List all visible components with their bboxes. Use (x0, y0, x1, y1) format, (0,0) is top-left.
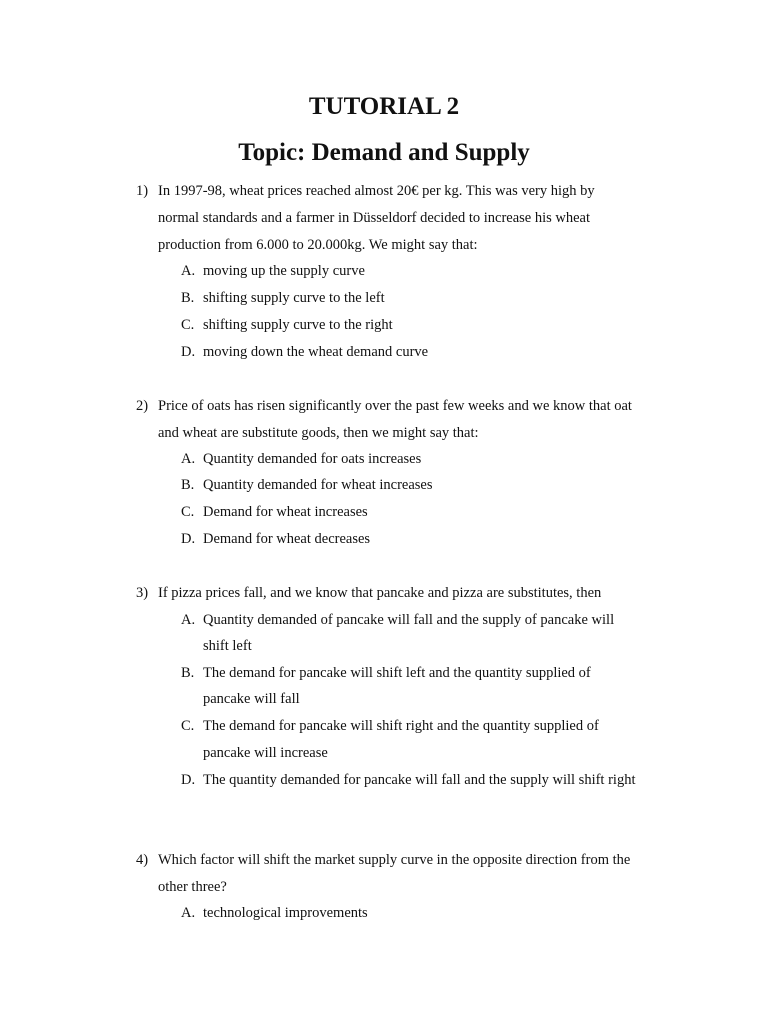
option-text: pancake will fall (203, 691, 300, 707)
option-text: The demand for pancake will shift left and the quantity supplied of (203, 665, 591, 681)
option-letter: A. (181, 451, 196, 467)
question-text-line: Price of oats has risen significantly over the past few weeks and we know that oat (158, 398, 632, 414)
question-text-line: Which factor will shift the market supply curve in the opposite direction from the (158, 852, 631, 868)
question-text-line: In 1997-98, wheat prices reached almost 20€ per kg. This was very high by (158, 183, 595, 199)
option-text: The quantity demanded for pancake will fall and the supply will shift right (203, 772, 636, 788)
option-letter: D. (181, 772, 196, 788)
option-letter: C. (181, 718, 195, 734)
option-letter: C. (181, 317, 195, 333)
option-text: pancake will increase (203, 745, 328, 761)
option-letter: D. (181, 344, 196, 360)
option-text: moving up the supply curve (203, 263, 365, 279)
document-title: TUTORIAL 2 (308, 93, 460, 120)
option-text: The demand for pancake will shift right and the quantity supplied of (203, 718, 599, 734)
question-number: 4) (136, 852, 149, 868)
option-text: Quantity demanded for oats increases (203, 451, 422, 467)
option-text: moving down the wheat demand curve (203, 344, 429, 360)
option-letter: B. (181, 290, 195, 306)
question-text-line: other three? (158, 879, 227, 895)
question-number: 1) (136, 183, 149, 199)
option-letter: B. (181, 477, 195, 493)
option-letter: C. (181, 504, 195, 520)
option-letter: A. (181, 263, 196, 279)
question-text-line: If pizza prices fall, and we know that pancake and pizza are substitutes, then (158, 585, 602, 601)
option-letter: A. (181, 612, 196, 628)
question-number: 3) (136, 585, 149, 601)
question-text-line: and wheat are substitute goods, then we might say that: (158, 425, 479, 441)
option-letter: A. (181, 905, 196, 921)
document-topic: Topic: Demand and Supply (238, 139, 530, 166)
question-number: 2) (136, 398, 149, 414)
option-text: technological improvements (203, 905, 368, 921)
option-text: Demand for wheat increases (203, 504, 368, 520)
option-text: Quantity demanded for wheat increases (203, 477, 433, 493)
question-text-line: production from 6.000 to 20.000kg. We might say that: (158, 237, 478, 253)
option-text: shifting supply curve to the left (203, 290, 385, 306)
option-text: shift left (203, 638, 252, 654)
option-letter: B. (181, 665, 195, 681)
option-text: Demand for wheat decreases (203, 531, 371, 547)
option-text: Quantity demanded of pancake will fall and the supply of pancake will (203, 612, 615, 628)
option-text: shifting supply curve to the right (203, 317, 393, 333)
option-letter: D. (181, 531, 196, 547)
question-text-line: normal standards and a farmer in Düsseldorf decided to increase his wheat (158, 210, 591, 226)
